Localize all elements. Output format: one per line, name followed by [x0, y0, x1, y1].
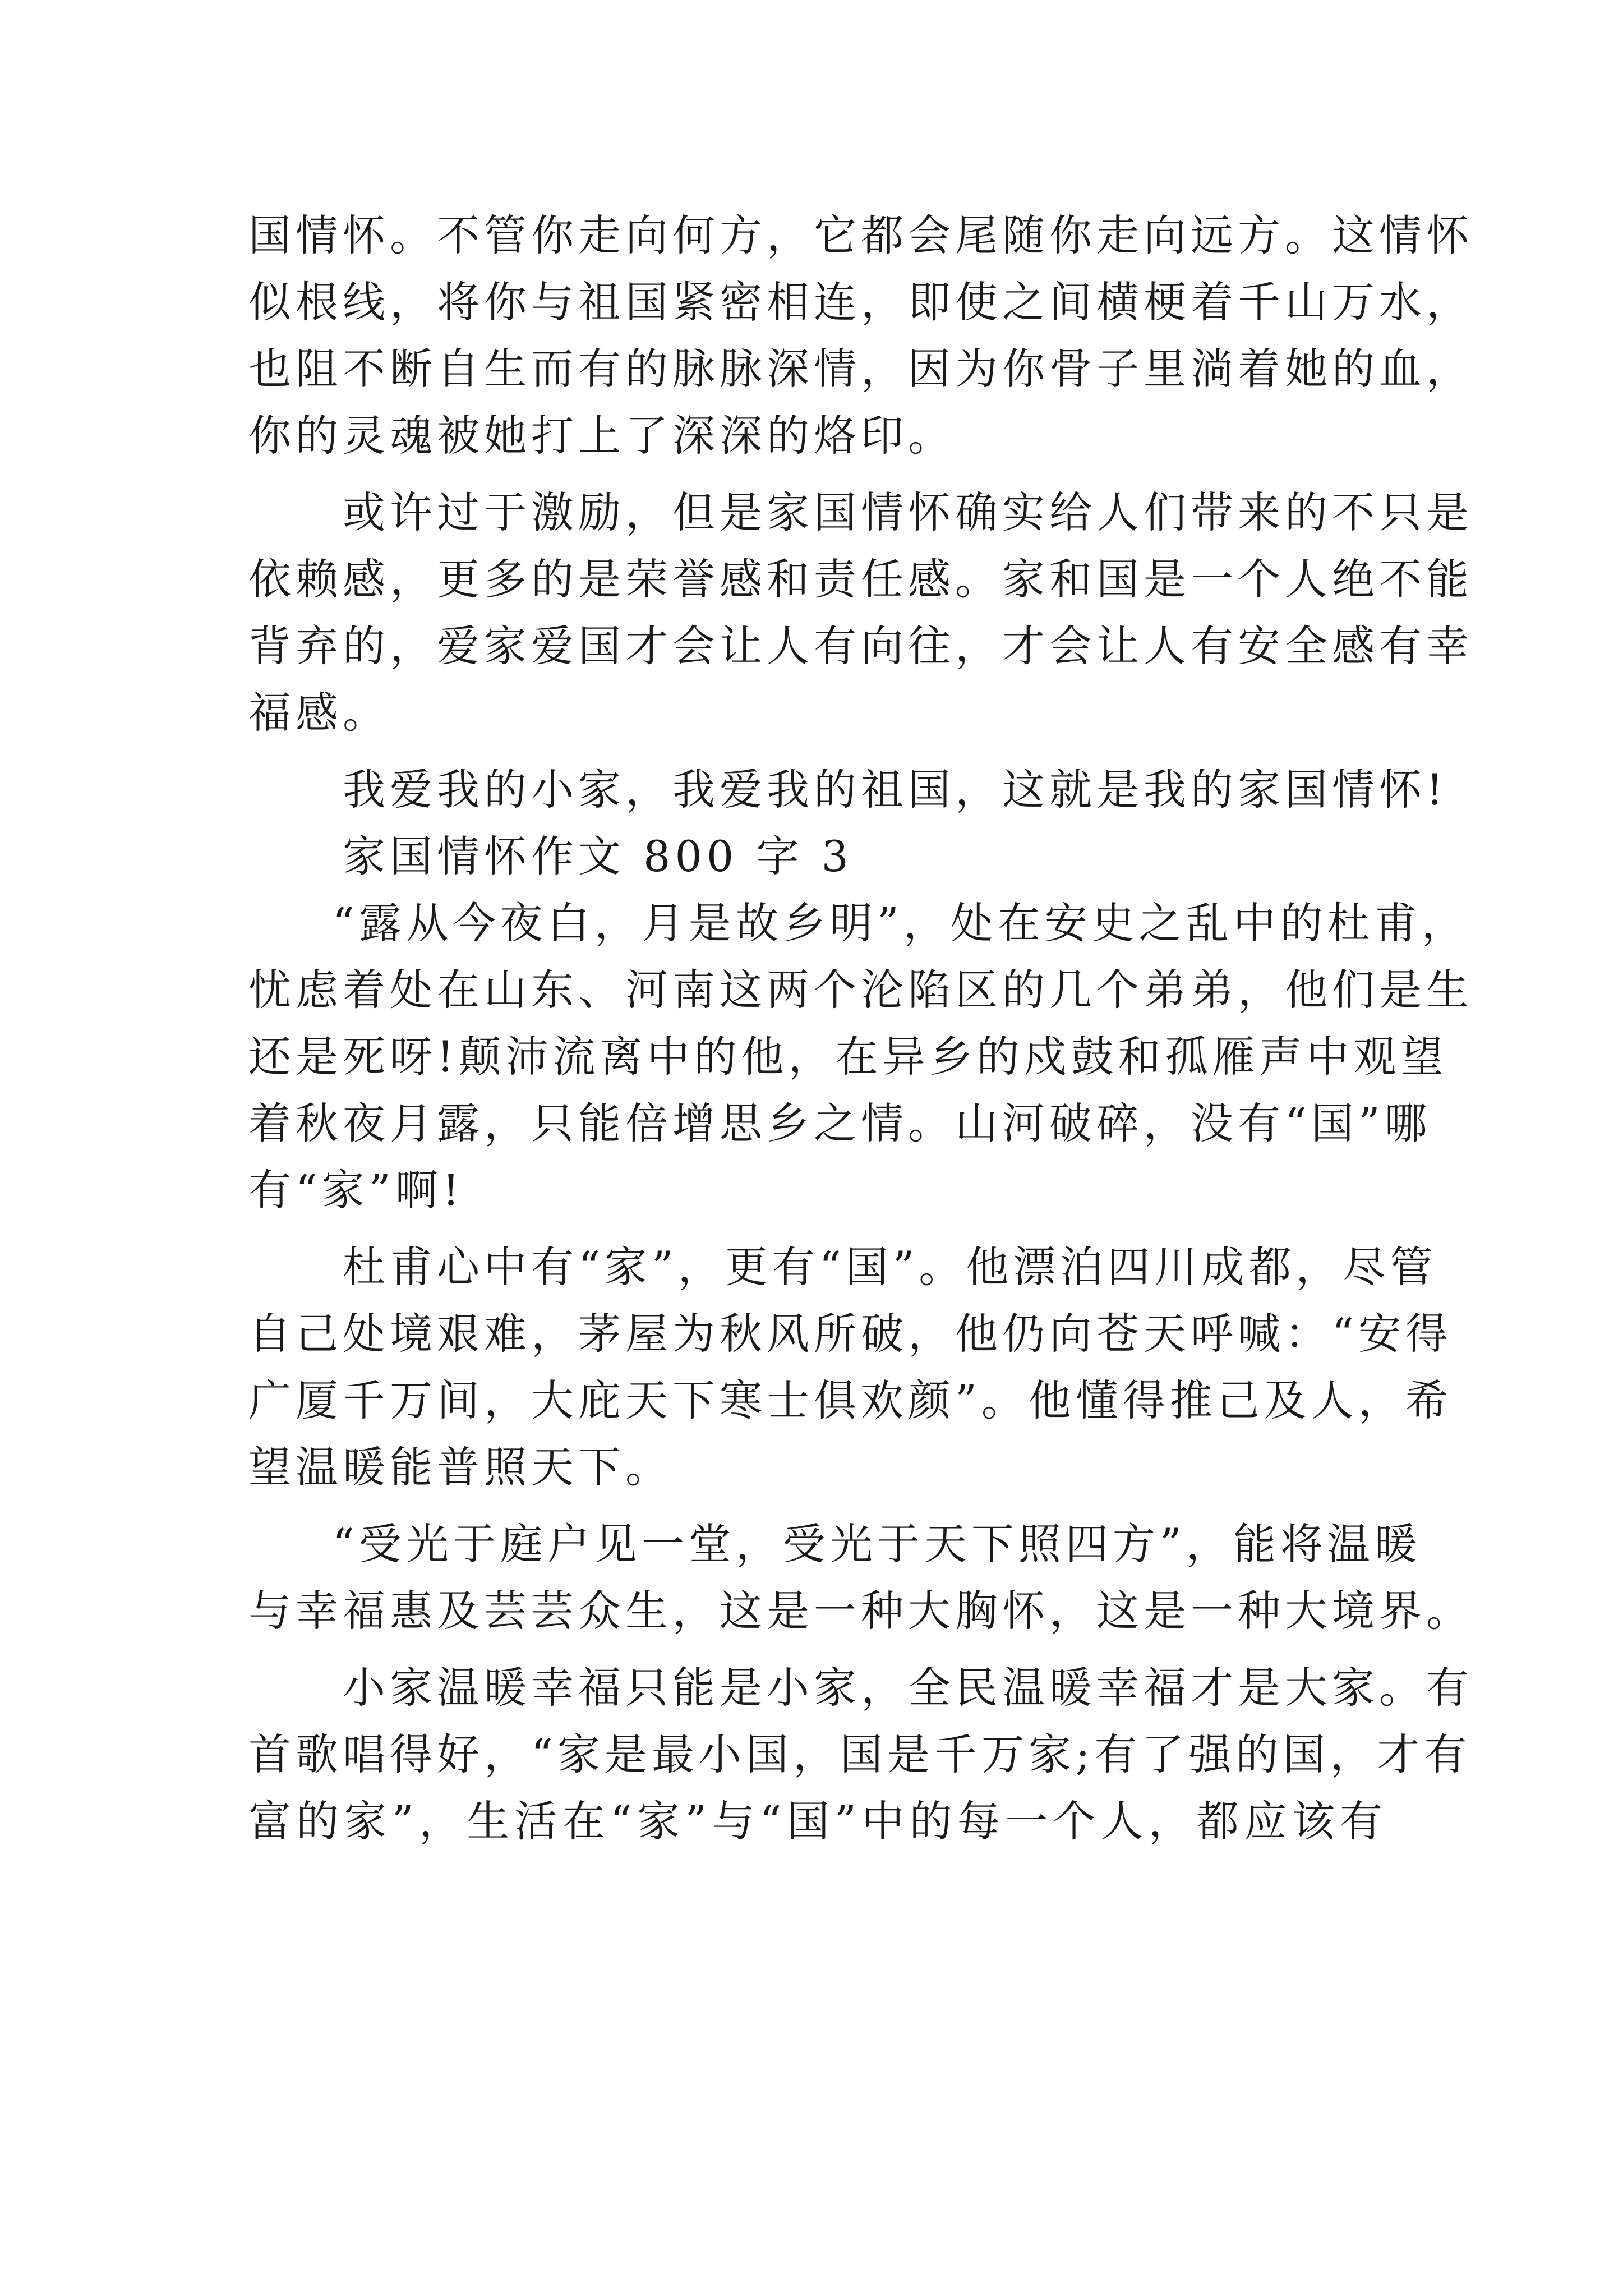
- text-line: 小家温暖幸福只能是小家，全民温暖幸福才是大家。有: [343, 1663, 1473, 1713]
- text-line: 依赖感，更多的是荣誉感和责任感。家和国是一个人绝不能: [248, 554, 1473, 604]
- text-line: 还是死呀!颠沛流离中的他，在异乡的戍鼓和孤雁声中观望: [248, 1032, 1448, 1082]
- text-line: 你的灵魂被她打上了深深的烙印。: [248, 411, 955, 461]
- section-heading: 家国情怀作文 800 字 3: [343, 831, 853, 881]
- text-line: 着秋夜月露，只能倍增思乡之情。山河破碎，没有“国”哪: [248, 1098, 1432, 1148]
- text-line: 富的家”，生活在“家”与“国”中的每一个人，都应该有: [248, 1796, 1387, 1846]
- text-line: 忧虑着处在山东、河南这两个沦陷区的几个弟弟，他们是生: [248, 965, 1473, 1015]
- text-line: 望温暖能普照天下。: [248, 1442, 672, 1492]
- text-line: 杜甫心中有“家”，更有“国”。他漂泊四川成都，尽管: [343, 1242, 1437, 1292]
- text-line: 似根线，将你与祖国紧密相连，即使之间横梗着千山万水，: [248, 277, 1473, 327]
- text-line: 国情怀。不管你走向何方，它都会尾随你走向远方。这情怀: [248, 210, 1473, 260]
- text-line: 有“家”啊!: [248, 1165, 464, 1215]
- text-line: 我爱我的小家，我爱我的祖国，这就是我的家国情怀!: [343, 765, 1448, 815]
- text-line: 或许过于激励，但是家国情怀确实给人们带来的不只是: [343, 487, 1473, 537]
- text-line: 福感。: [248, 688, 390, 738]
- document-body: [248, 202, 1473, 1855]
- text-line: 背弃的，爱家爱国才会让人有向往，才会让人有安全感有幸: [248, 621, 1473, 671]
- text-line: 与幸福惠及芸芸众生，这是一种大胸怀，这是一种大境界。: [248, 1586, 1473, 1636]
- text-line: 自己处境艰难，茅屋为秋风所破，他仍向苍天呼喊：“安得: [248, 1309, 1453, 1359]
- text-line: 也阻不断自生而有的脉脉深情，因为你骨子里淌着她的血，: [248, 344, 1473, 394]
- text-line: “露从今夜白，月是故乡明”，处在安史之乱中的杜甫，: [333, 898, 1469, 948]
- text-line: 广厦千万间，大庇天下寒士俱欢颜”。他懂得推己及人，希: [248, 1375, 1453, 1425]
- text-line: 首歌唱得好，“家是最小国，国是千万家;有了强的国，才有: [248, 1729, 1472, 1779]
- text-line: “受光于庭户见一堂，受光于天下照四方”，能将温暖: [333, 1519, 1422, 1569]
